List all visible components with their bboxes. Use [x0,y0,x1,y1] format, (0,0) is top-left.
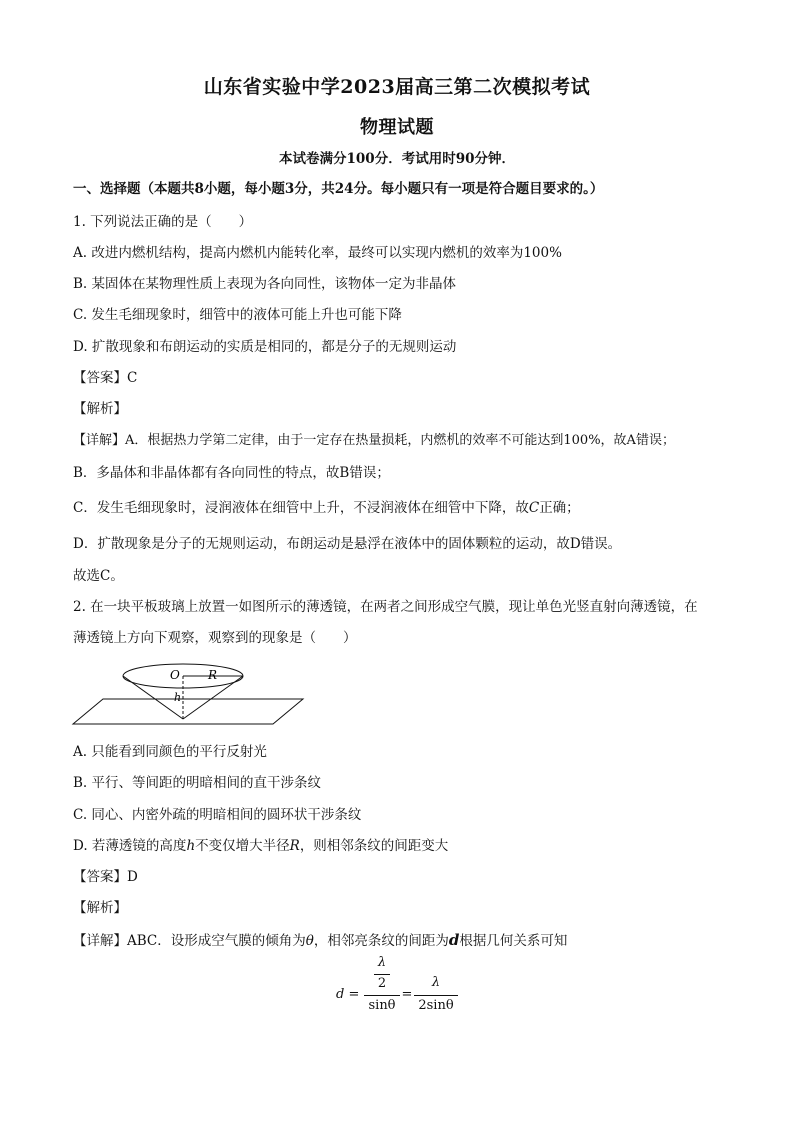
detail-c-tail: 正确； [539,500,580,516]
q1-stem: 1. 下列说法正确的是（ ） [73,214,253,230]
answer-label: 【答案】 [73,869,127,885]
formula-main-line [364,995,400,996]
q1-conclusion: 故选C。 [73,568,124,584]
option-d-part2: 不变仅增大半径 [195,838,290,854]
section-heading: 一、选择题（本题共8小题，每小题3分，共24分。每小题只有一项是符合题目要求的。） [73,181,604,197]
answer-value: C [127,370,138,386]
q1-detail-d: D．扩散现象是分子的无规则运动，布朗运动是悬浮在液体中的固体颗粒的运动，故D错误。 [73,536,622,552]
formula-two: 2 [377,976,387,991]
q1-detail-a: 【详解】A．根据热力学第二定律，由于一定存在热量损耗，内燃机的效率不可能达到100%，故A错误； [73,433,675,448]
exam-note: 本试卷满分100分．考试用时90分钟． [279,151,515,167]
q1-detail-c [73,499,580,517]
detail-c-text: C．发生毛细现象时，浸润液体在细管中上升，不浸润液体在细管中下降，故 [73,500,529,516]
q2-option-c: C. 同心、内密外疏的明暗相间的圆环状干涉条纹 [73,807,362,823]
option-d-r: R [289,838,300,854]
formula-line2 [414,995,458,996]
q2-detail [73,931,567,950]
q1-option-c: C. 发生毛细现象时，细管中的液体可能上升也可能下降 [73,307,402,323]
formula-lambda2: λ [431,975,441,990]
q1-detail-b: B．多晶体和非晶体都有各向同性的特点，故B错误； [73,465,390,481]
q2-option-d [73,837,448,855]
formula-inner-line [374,974,390,975]
detail-part2: ，相邻亮条纹的间距为 [313,933,449,949]
q2-option-b: B. 平行、等间距的明暗相间的直干涉条纹 [73,775,322,791]
q1-option-a: A. 改进内燃机结构，提高内燃机内能转化率，最终可以实现内燃机的效率为100% [73,245,562,261]
q1-analysis-label: 【解析】 [73,401,127,417]
q2-analysis-label: 【解析】 [73,900,127,916]
q1-answer [73,369,137,387]
formula-eq: = [401,987,413,1002]
detail-part1: 【详解】ABC．设形成空气膜的倾角为 [73,933,306,949]
subject-title: 物理试题 [360,117,434,138]
option-d-part3: ，则相邻条纹的间距变大 [299,838,449,854]
q2-stem-line2: 薄透镜上方向下观察，观察到的现象是（ ） [73,630,357,646]
detail-c-letter: C [528,500,540,516]
detail-part3: 根据几何关系可知 [459,933,568,949]
q2-answer [73,868,138,886]
detail-theta: θ [305,933,314,949]
page-title: 山东省实验中学2023届高三第二次模拟考试 [203,76,591,98]
label-o: O [170,668,180,682]
label-r: R [208,668,218,682]
formula-sin: sinθ [368,998,396,1013]
label-h: h [174,691,182,704]
formula-den2: 2sinθ [418,998,454,1013]
option-d-part1: D. 若薄透镜的高度 [73,838,187,854]
answer-value: D [127,869,138,885]
formula [330,955,470,1021]
lens-figure [70,661,310,731]
q2-option-a: A. 只能看到同颜色的平行反射光 [73,744,267,760]
option-d-h: h [186,838,196,854]
formula-lambda: λ [377,955,387,970]
answer-label: 【答案】 [73,370,127,386]
q1-option-d: D. 扩散现象和布朗运动的实质是相同的，都是分子的无规则运动 [73,339,457,355]
glass-plate [73,699,303,724]
q1-option-b: B. 某固体在某物理性质上表现为各向同性，该物体一定为非晶体 [73,276,457,292]
q2-stem-line1: 2. 在一块平板玻璃上放置一如图所示的薄透镜，在两者之间形成空气膜，现让单色光竖直射向薄透镜，在 [73,599,698,615]
detail-d: d [448,931,460,949]
formula-lhs: d = [336,987,360,1002]
